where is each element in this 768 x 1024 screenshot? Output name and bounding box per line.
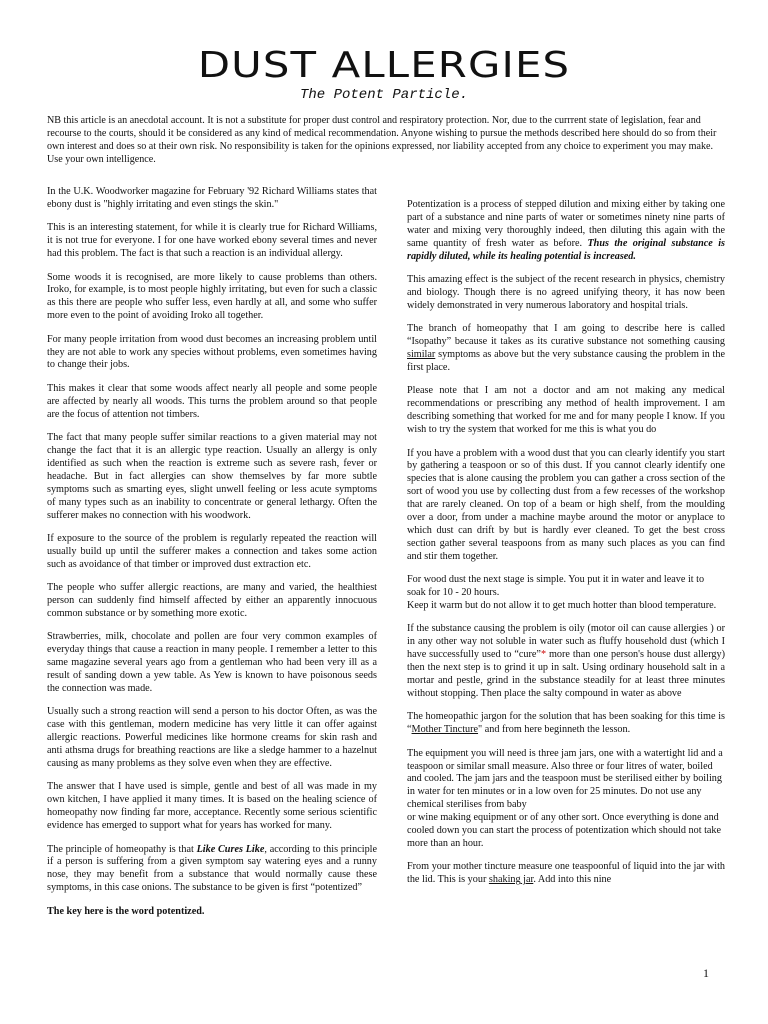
right-column: [407, 199, 725, 898]
paragraph: Usually such a strong reaction will send a person to his doctor Often, as was the case with this gentleman, modern medicine has very little it can offer against allergic reactions. Powerful medicines like hormone creams for skin rash and anti athsma drugs for breathing reactions are like a sledge hammer to a hazelnut causing as many problems as they solve even when they are effective.: [47, 706, 377, 770]
paragraph: [407, 574, 725, 613]
text-run: The branch of homeopathy that I am going to describe here is called “Isopathy” because it takes as its curative substance not something causing: [407, 323, 725, 348]
underlined-shaking-jar: shaking jar: [488, 874, 534, 886]
key-statement: The key here is the word potentized.: [47, 905, 205, 917]
text-run: " and from here beginneth the lesson.: [478, 724, 631, 736]
paragraph: [407, 748, 725, 851]
paragraph: Please note that I am not a doctor and am not making any medical recommendations or prescribing any method of health improvement. I am describing something that worked for me and for many people I know. If you wish to try the system that worked for me this is what you do: [407, 385, 725, 436]
underlined-mother-tincture: Mother Tincture: [411, 724, 479, 736]
paragraph: Some woods it is recognised, are more likely to cause problems than others. Iroko, for example, is to most people highly irritating, but even for such a classic as this there are people who suffer less, even hardly at all, and some who suffer more even to the point of avoiding Iroko all together.: [47, 271, 377, 322]
paragraph: [407, 861, 725, 887]
text-run: From your mother tincture measure one teaspoonful of liquid into the jar with the lid. This is your: [407, 861, 725, 886]
paragraph: Strawberries, milk, chocolate and pollen are four very common examples of everyday things that cause a reaction in many people. I remember a letter to this same magazine several years ago from a gentleman who had been very ill as a result of sanding down a yew table. As Yew is known to have poisonous seeds the connection was made.: [47, 631, 377, 694]
paragraph: If you have a problem with a wood dust that you can clearly identify you start by gathering a teaspoon or so of this dust. If you cannot clearly identify one species that is alone causing the problem you can gather a cross section of the sort of wood you use by collecting dust from a few recesses of the workshop that are rarely cleaned. On top of a beam or high shelf, from the moulding over a door, from under a machine maybe around the motor or anyplace to which dust can drift by but is hardly ever cleaned. To get the best cross section gather several teaspoons from as many such places as you can find and stir them together.: [407, 447, 725, 562]
paragraph: [407, 199, 725, 264]
text-run: symptoms as above but the very substance causing the problem in the first place.: [407, 349, 725, 373]
emphasis-healing-potential: Thus the original substance is rapidly diluted, while its healing potential is increased.: [407, 237, 725, 262]
underlined-similar: similar: [407, 349, 436, 361]
text-run: The equipment you will need is three jam jars, one with a watertight lid and a teaspoon or similar small measure. Also three or four litres of water, boiled and cooled. The jam jars and the teaspoon must be sterilised either by boiling in water for ten minutes or in a low oven for 25 minutes. Do not use any chemical sterilises from baby: [407, 747, 723, 811]
text-run: , according to this principle if a person is suffering from a given symptom say watering eyes and a runny nose, they may benefit from a substance that would normally cause these symptoms, in this case onions. The substance to be given is first “potentized”: [47, 843, 378, 894]
emphasis-like-cures-like: Like Cures Like: [196, 843, 265, 855]
paragraph: [407, 623, 725, 700]
document-subtitle: The Potent Particle.: [299, 87, 469, 103]
paragraph: The people who suffer allergic reactions, are many and varied, the healthiest person can suddenly find himself affected by either an apparently innocuous common substance or by something more exotic.: [47, 582, 377, 619]
page-number: 1: [703, 966, 709, 980]
text-run: The principle of homeopathy is that: [47, 843, 197, 855]
paragraph: For many people irritation from wood dust becomes an increasing problem until they are not able to work any species without problems, even sometimes having to change their jobs.: [47, 333, 377, 371]
paragraph: [47, 844, 377, 896]
document-title: DUST ALLERGIES: [197, 45, 571, 86]
text-run: The homeopathic jargon for the solution that has been soaking for this time is “: [407, 711, 725, 736]
paragraph: This is an interesting statement, for while it is clearly true for Richard Williams, it is not true for everyone. I for one have worked ebony several times and never had this problem. The fact is that such a reaction is an individual allergy.: [47, 222, 377, 260]
text-run: For wood dust the next stage is simple. You put it in water and leave it to soak for 10 - 20 hours.: [407, 574, 705, 599]
red-asterisk: *: [540, 649, 547, 661]
disclaimer-paragraph: NB this article is an anecdotal account. It is not a substitute for proper dust control and respiratory protection. Nor, due to the currrent state of legislation, fear and recourse to the courts, should it be considered as any kind of medical recommendation. Anyone wishing to pursue the methods described here should do so from their own interest and does so at their own risk. No responsibility is taken for the opinions expressed, nor liability accepted from any choice to experiment you may make. Use your own intelligence.: [47, 115, 717, 165]
left-column: [47, 186, 377, 929]
paragraph: This makes it clear that some woods affect nearly all people and some people are affected by nearly all woods. This turns the problem around so that people are the focus of attention not timbers.: [47, 382, 377, 420]
paragraph: If exposure to the source of the problem is regularly repeated the reaction will usually build up until the sufferer makes a connection and takes some action such as avoidance of that timber or improved dust extraction etc.: [47, 532, 377, 570]
paragraph: In the U.K. Woodworker magazine for February '92 Richard Williams states that ebony dust is "highly irritating and even stings the skin.": [47, 186, 377, 210]
text-run: more than one person's house dust allergy) then the next step is to grind it up in salt. Using ordinary household salt in a mortar and pestle, grind in the substance steadily for at least three minutes without stopping. Then place the salty compound in water as above: [407, 649, 725, 699]
text-run: Potentization is a process of stepped dilution and mixing either by taking one part of a substance and nine parts of water or sometimes ninety nine parts of water and mixing very thoroughly indeed, then diluting this again with the same quantity of fresh water as before.: [407, 199, 725, 249]
paragraph: The answer that I have used is simple, gentle and best of all was made in my own kitchen, I have applied it many times. It is based on the healing science of homeopathy now finding far more, acceptance. Recently some serious scientific evidence has emerged to support what for years has worked for many.: [47, 781, 377, 832]
paragraph: [407, 711, 725, 737]
text-run: . Add into this nine: [533, 874, 612, 886]
text-run: Keep it warm but do not allow it to get much hotter than blood temperature.: [407, 599, 717, 611]
paragraph: This amazing effect is the subject of the recent research in physics, chemistry and biology. Though there is no agreed unifying theory, it has now been widely demonstrated in very numerous laboratory and hospital trials.: [407, 274, 725, 311]
paragraph: [407, 323, 725, 375]
text-run: If the substance causing the problem is oily (motor oil can cause allergies ) or in any other way not soluble in water such as fluffy household dust (which I have successfully used to “cure”: [407, 623, 725, 661]
text-run: or wine making equipment or of any other sort. Once everything is done and cooled down you can start the process of potentization which should not take more than an hour.: [407, 812, 722, 849]
paragraph: The fact that many people suffer similar reactions to a given material may not change the fact that it is an allergic type reaction. Usually an allergy is only identified as such when the reaction is extreme such as severe rash, fever or headache. But in fact allergies can show themselves by far more subtle symptoms such as smarting eyes, slight unwell feeling or less acute symptoms of many types such as an inability to concentrate or general lethargy. Often the sufferer makes no connection with his woodwork.: [47, 432, 377, 521]
